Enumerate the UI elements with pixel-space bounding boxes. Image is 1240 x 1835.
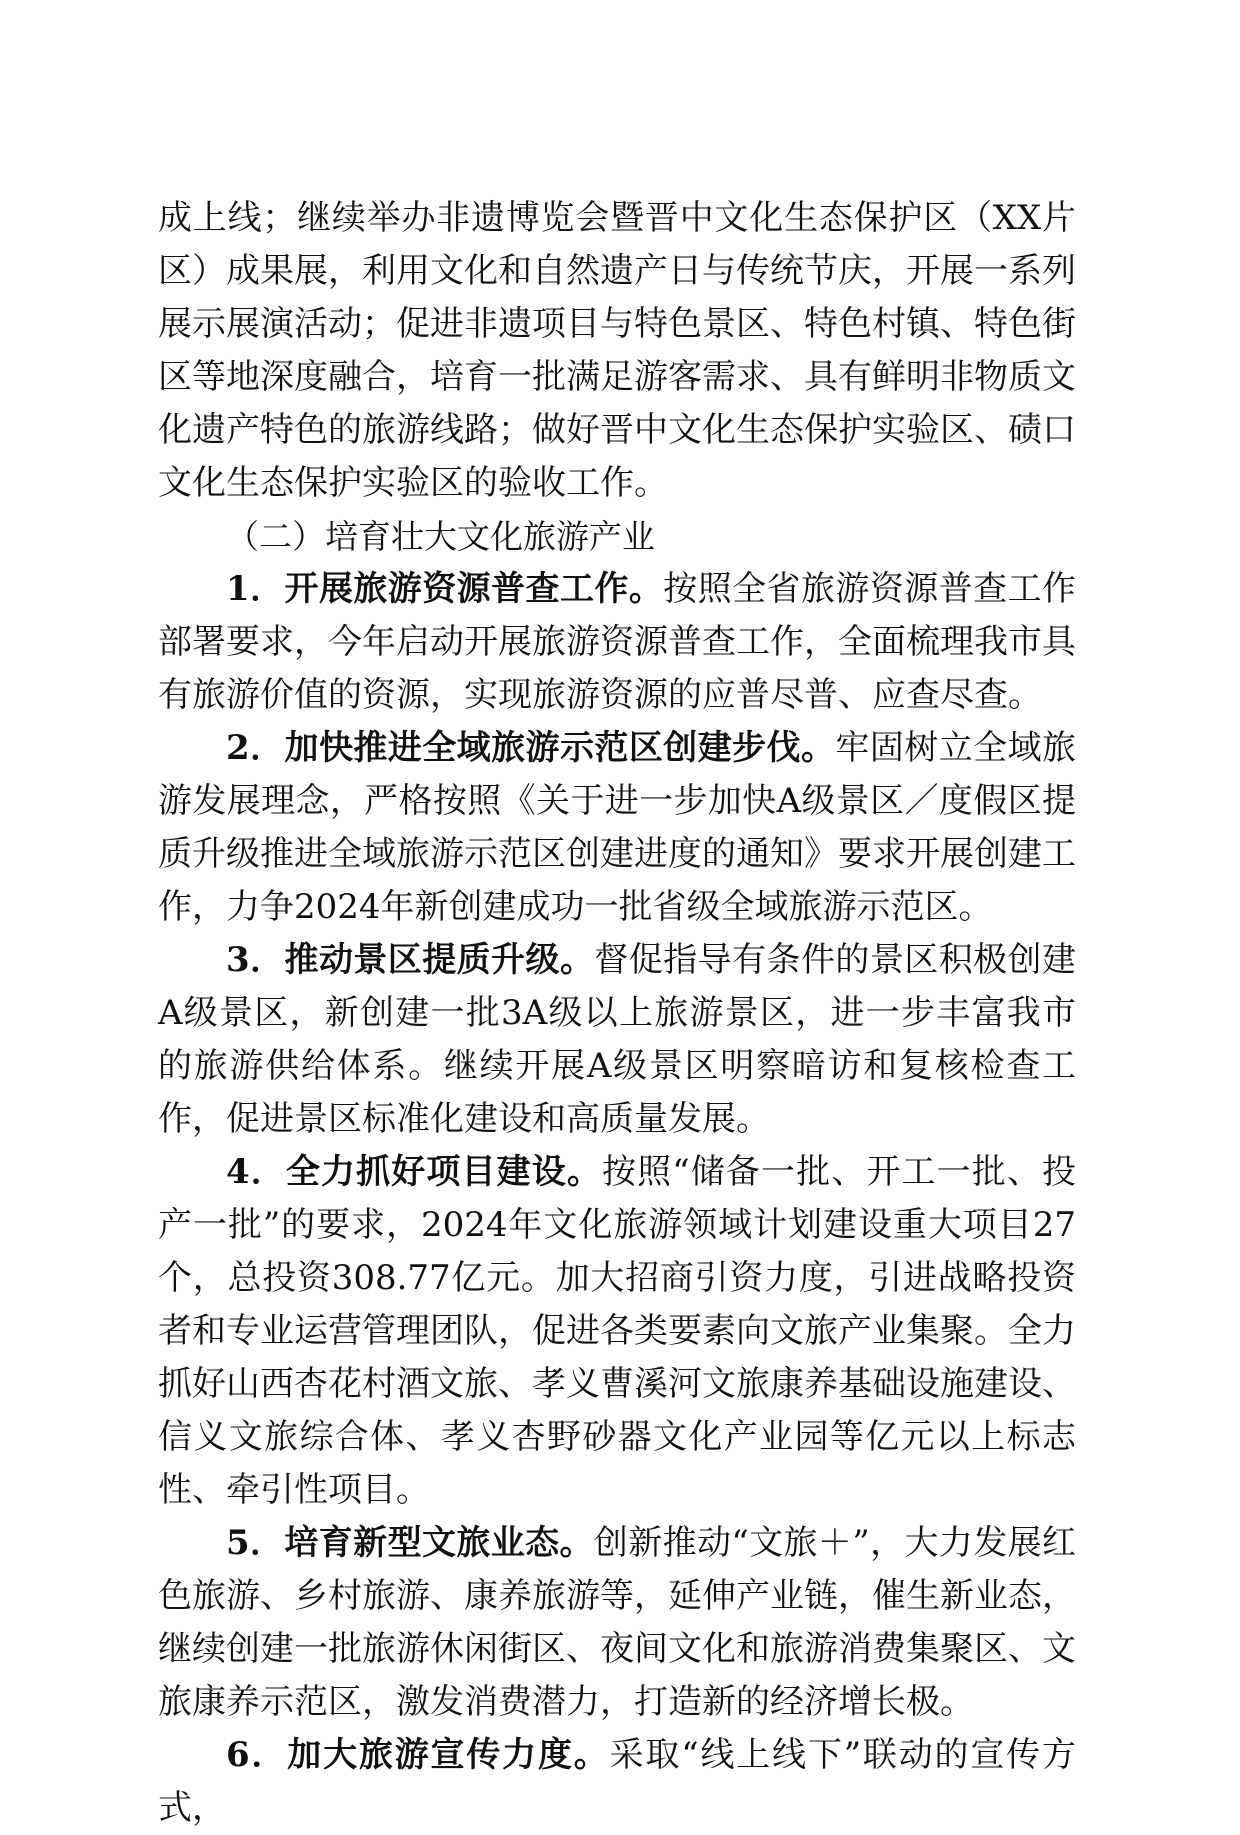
list-item [158, 934, 1076, 1146]
list-item [158, 1146, 1076, 1517]
section-heading: （二）培育壮大文化旅游产业 [226, 517, 655, 556]
item-title: 2．加快推进全域旅游示范区创建步伐。 [226, 728, 836, 768]
item-body: 按照“储备一批、开工一批、投产一批”的要求，2024年文化旅游领域计划建设重大项目27个，总投资308.77亿元。加大招商引资力度，引进战略投资者和专业运营管理团队，促进各类要素向文旅产业集聚。全力抓好山西杏花村酒文旅、孝义曹溪河文旅康养基础设施建设、信义文旅综合体、孝义杏野砂器文化产业园等亿元以上标志性、牵引性项目。 [158, 1152, 1076, 1510]
item-body: 督促指导有条件的景区积极创建A级景区，新创建一批3A级以上旅游景区，进一步丰富我市的旅游供给体系。继续开展A级景区明察暗访和复核检查工作，促进景区标准化建设和高质量发展。 [158, 940, 1076, 1139]
item-title: 4．全力抓好项目建设。 [226, 1152, 603, 1192]
item-body: 采取“线上线下”联动的宣传方式， [158, 1735, 1076, 1828]
item-body: 创新推动“文旅＋”，大力发展红色旅游、乡村旅游、康养旅游等，延伸产业链，催生新业态，继续创建一批旅游休闲街区、夜间文化和旅游消费集聚区、文旅康养示范区，激发消费潜力，打造新的经济增长极。 [158, 1523, 1076, 1722]
list-item [158, 1517, 1076, 1729]
item-title: 6．加大旅游宣传力度。 [226, 1735, 610, 1775]
list-item [158, 563, 1076, 722]
item-title: 3．推动景区提质升级。 [226, 940, 595, 980]
item-title: 5．培育新型文旅业态。 [226, 1523, 594, 1563]
item-body: 按照全省旅游资源普查工作部署要求，今年启动开展旅游资源普查工作，全面梳理我市具有旅游价值的资源，实现旅游资源的应普尽普、应查尽查。 [158, 569, 1076, 715]
item-title: 1．开展旅游资源普查工作。 [226, 569, 664, 609]
document-body [158, 192, 1076, 1835]
list-item [158, 722, 1076, 934]
list-item [158, 1729, 1076, 1835]
paragraph-intro: 成上线；继续举办非遗博览会暨晋中文化生态保护区（XX片区）成果展，利用文化和自然遗产日与传统节庆，开展一系列展示展演活动；促进非遗项目与特色景区、特色村镇、特色街区等地深度融合，培育一批满足游客需求、具有鲜明非物质文化遗产特色的旅游线路；做好晋中文化生态保护实验区、碛口文化生态保护实验区的验收工作。 [158, 198, 1076, 503]
item-body: 牢固树立全域旅游发展理念，严格按照《关于进一步加快A级景区／度假区提质升级推进全域旅游示范区创建进度的通知》要求开展创建工作，力争2024年新创建成功一批省级全域旅游示范区。 [158, 728, 1077, 927]
